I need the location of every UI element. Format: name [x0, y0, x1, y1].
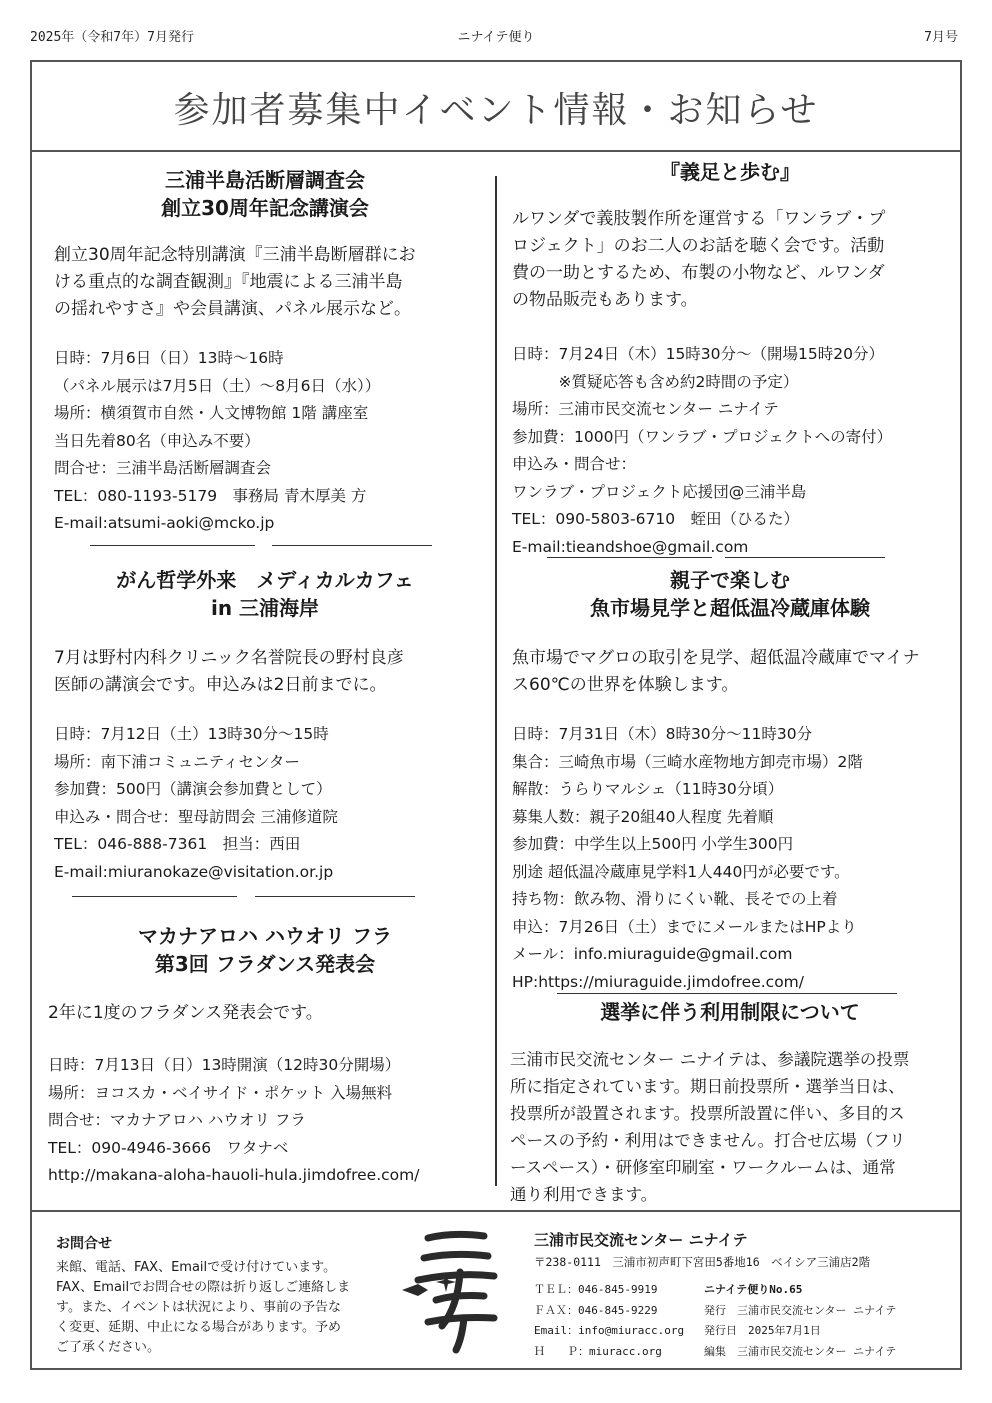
event-title: 『義足と歩む』 — [660, 160, 800, 184]
page-title: 参加者募集中イベント情報・お知らせ — [173, 90, 819, 131]
separator — [90, 545, 255, 546]
issue-number: 7月号 — [924, 30, 958, 45]
separator — [557, 993, 897, 994]
event-description: 魚市場でマグロの取引を見学、超低温冷蔵庫でマイナ ス60℃の世界を体験します。 — [512, 648, 920, 695]
event-details: 日時：7月31日（木）8時30分～11時30分 集合：三崎魚市場（三崎水産物地方卸売市場）2階 解散：うらりマルシェ（11時30分頃） 募集人数：親子20組40人程度 先着順 参加費：中学生以上500円 小学生300円 別途 超低温冷蔵庫見学料1人440円が必要です。 持ち物：飲み物、滑りにくい靴、長そでの上着 申込：7月26日（土）までにメールまたはHPより メール：info.miuraguide@gmail.com HP:https://miuraguide.jimdofree.com/ — [512, 725, 863, 991]
event-details: 日時：7月13日（日）13時開演（12時30分開場） 場所：ヨコスカ・ベイサイド・ポケット 入場無料 問合せ：マカナアロハ ハウオリ フラ TEL：090-4946-3666 ワタナベ http://makana-aloha-hauoli-hula.jimdofree.com/ — [48, 1056, 420, 1184]
event-description: 創立30周年記念特別講演『三浦半島断層群にお ける重点的な調査観測』『地震による三浦半島 の揺れやすさ』や会員講演、パネル展示など。 — [54, 245, 416, 319]
issue-date: 2025年（令和7年）7月発行 — [30, 30, 194, 45]
event-description: 7月は野村内科クリニック名誉院長の野村良彦 医師の講演会です。申込みは2日前までに。 — [54, 648, 404, 695]
org-name: 三浦市民交流センター ニナイテ — [534, 1231, 748, 1249]
footer-divider — [32, 1210, 960, 1212]
org-address: 〒238-0111 三浦市初声町下宮田5番地16 ベイシア三浦店2階 — [534, 1255, 871, 1269]
separator — [272, 545, 432, 546]
contact-title: お問合せ — [56, 1236, 112, 1252]
notice-title: 選挙に伴う利用制限について — [600, 1000, 860, 1024]
contact-info: 来館、電話、FAX、Emailで受け付けています。 FAX、Emailでお問合せの際は折り返しご連絡しま す。また、イベントは状況により、事前の予告な く変更、延期、中止になる場合があります。予め ご了承ください。 — [56, 1260, 351, 1355]
publication-info: ニナイテ便りNo.65 発行 三浦市民交流センター ニナイテ 発行日 2025年7月1日 編集 三浦市民交流センター ニナイテ — [704, 1283, 897, 1358]
event-title: 親子で楽しむ 魚市場見学と超低温冷蔵庫体験 — [590, 568, 870, 620]
event-details: 日時：7月24日（木）15時30分～（開場15時20分） ※質疑応答も含め約2時間の予定） 場所：三浦市民交流センター ニナイテ 参加費：1000円（ワンラブ・プロジェクトへの寄付） 申込み・問合せ： ワンラブ・プロジェクト応援団@三浦半島 TEL：090-5803-6710 蛭田（ひるた） E-mail:tieandshoe@gmail.com — [512, 345, 893, 556]
separator — [547, 557, 712, 558]
separator — [255, 896, 415, 897]
event-title: 三浦半島活断層調査会 創立30周年記念講演会 — [161, 168, 369, 220]
notice-body: 三浦市民交流センター ニナイテは、参議院選挙の投票 所に指定されています。期日前投票所・選挙当日は、 投票所が設置されます。投票所設置に伴い、多目的ス ペースの予約・利用はできません。打合せ広場（フリ ースペース）・研修室印刷室・ワークルームは、通常 通り利用できます。 — [510, 1050, 910, 1204]
event-title: マカナアロハ ハウオリ フラ 第3回 フラダンス発表会 — [138, 924, 392, 976]
contact-numbers: ＴＥＬ：046-845-9919 ＦＡＸ：046-845-9229 Email：info@miuracc.org Ｈ Ｐ：miuracc.org — [534, 1283, 685, 1358]
column-divider — [495, 176, 497, 1186]
separator — [72, 896, 237, 897]
ninaite-logo — [398, 1226, 508, 1356]
newsletter-name: ニナイテ便り — [457, 30, 535, 45]
separator — [725, 557, 885, 558]
title-divider — [32, 150, 960, 152]
event-description: ルワンダで義肢製作所を運営する「ワンラブ・プ ロジェクト」のお二人のお話を聴く会です。活動 費の一助とするため、布製の小物など、ルワンダ の物品販売もあります。 — [512, 209, 886, 310]
event-details: 日時：7月6日（日）13時～16時 （パネル展示は7月5日（土）～8月6日（水）） 場所：横須賀市自然・人文博物館 1階 講座室 当日先着80名（申込み不要） 問合せ：三浦半島活断層調査会 TEL：080-1193-5179 事務局 青木厚美 方 E-mail:atsumi-aoki@mcko.jp — [54, 349, 381, 532]
event-details: 日時：7月12日（土）13時30分～15時 場所：南下浦コミュニティセンター 参加費：500円（講演会参加費として） 申込み・問合せ：聖母訪問会 三浦修道院 TEL：046-888-7361 担当：西田 E-mail:miuranokaze@visitation.or.jp — [54, 725, 338, 881]
event-description: 2年に1度のフラダンス発表会です。 — [48, 1003, 323, 1023]
event-title: がん哲学外来 メディカルカフェ in 三浦海岸 — [116, 568, 414, 620]
